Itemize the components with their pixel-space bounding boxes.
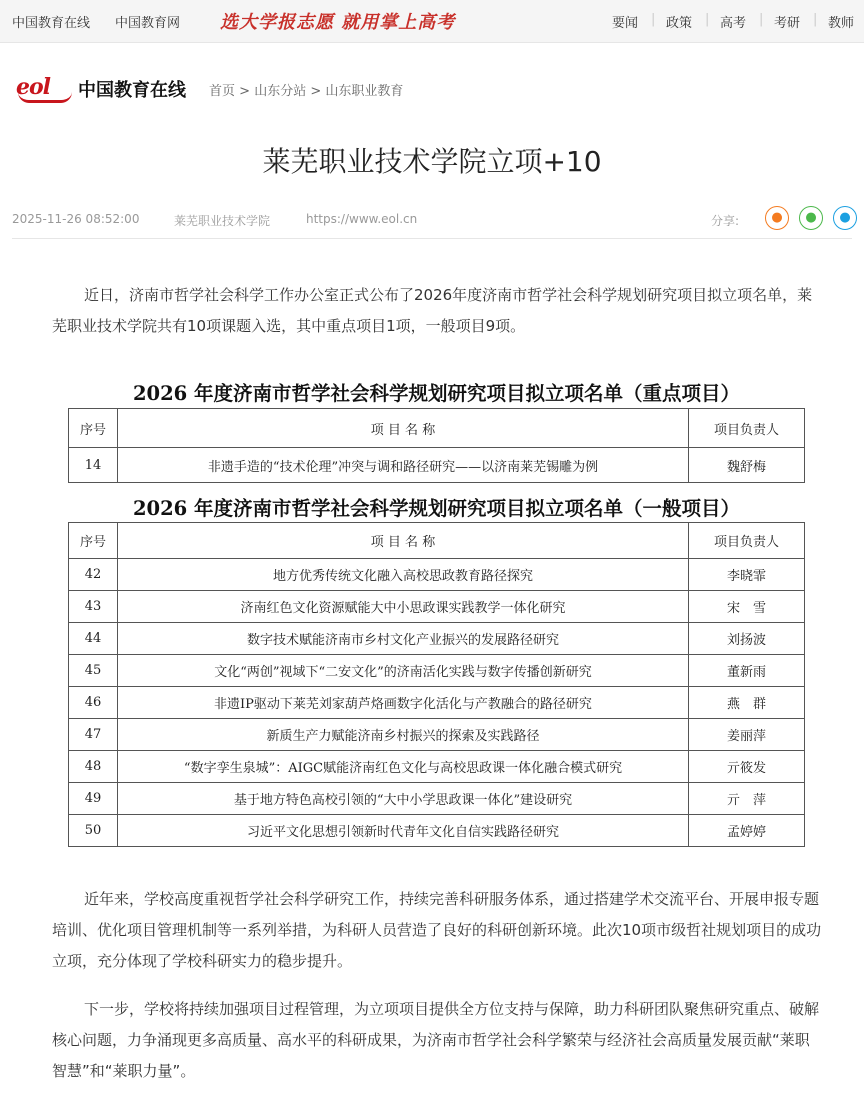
- table-row: [69, 751, 805, 783]
- nav-policy[interactable]: 政策: [666, 16, 693, 31]
- cell-project: 数字技术赋能济南市乡村文化产业振兴的发展路径研究: [118, 623, 689, 655]
- cell-leader: 魏舒梅: [689, 448, 805, 483]
- cell-leader: 董新雨: [689, 655, 805, 687]
- nav-divider: |: [759, 12, 764, 27]
- table-row: [69, 687, 805, 719]
- cell-index: 49: [69, 783, 118, 815]
- nav-kaoyan[interactable]: 考研: [774, 16, 801, 31]
- cell-leader: 姜丽萍: [689, 719, 805, 751]
- cell-index: 45: [69, 655, 118, 687]
- cell-index: 46: [69, 687, 118, 719]
- cell-project: 习近平文化思想引领新时代青年文化自信实践路径研究: [118, 815, 689, 847]
- cell-index: 43: [69, 591, 118, 623]
- paragraph-efforts: 近年来，学校高度重视哲学社会科学研究工作，持续完善科研服务体系，通过搭建学术交流平台、开展申报专题培训、优化项目管理机制等一系列举措，为科研人员营造了良好的科研创新环境。此次10项市级哲社规划项目的成功立项，充分体现了学校科研实力的稳步提升。: [52, 890, 822, 970]
- logo-mark: eol: [16, 74, 51, 100]
- table-row: [69, 655, 805, 687]
- breadcrumb-vocational[interactable]: 山东职业教育: [325, 84, 404, 99]
- paragraph-next-steps: 下一步，学校将持续加强项目过程管理，为立项项目提供全方位支持与保障，助力科研团队聚焦研究重点、破解核心问题，力争涌现更多高质量、高水平的科研成果，为济南市哲学社会科学繁荣与经济社会高质量发展贡献“莱职智慧”和“莱职力量”。: [52, 1000, 820, 1080]
- cell-leader: 燕 群: [689, 687, 805, 719]
- logo-text: 中国教育在线: [78, 80, 186, 101]
- nav-gaokao[interactable]: 高考: [720, 16, 747, 31]
- cell-project: “数字孪生泉城”：AIGC赋能济南红色文化与高校思政课一体化融合模式研究: [118, 751, 689, 783]
- table-title-general: 2026 年度济南市哲学社会科学规划研究项目拟立项名单（一般项目）: [132, 497, 741, 520]
- share-label: 分享:: [711, 214, 740, 228]
- divider: [12, 238, 852, 239]
- link-eol-net[interactable]: 中国教育网: [115, 16, 181, 31]
- cell-index: 42: [69, 559, 118, 591]
- cell-project: 济南红色文化资源赋能大中小思政课实践教学一体化研究: [118, 591, 689, 623]
- nav-divider: |: [705, 12, 710, 27]
- header-index: 序号: [69, 409, 118, 448]
- weibo-icon[interactable]: ●: [765, 206, 789, 230]
- nav-divider: |: [813, 12, 818, 27]
- table-row: [69, 783, 805, 815]
- table-row: [69, 719, 805, 751]
- header-leader: 项目负责人: [689, 523, 805, 559]
- table-row: [69, 815, 805, 847]
- table-row: [69, 559, 805, 591]
- cell-leader: 宋 雪: [689, 591, 805, 623]
- header-project: 项 目 名 称: [118, 523, 689, 559]
- article-title: 莱芜职业技术学院立项+10: [262, 145, 602, 178]
- table-row: [69, 623, 805, 655]
- cell-project: 非遗手造的“技术伦理”冲突与调和路径研究——以济南莱芜锡雕为例: [118, 448, 689, 483]
- slogan-banner[interactable]: 选大学报志愿 就用掌上高考: [220, 12, 456, 33]
- cell-leader: 刘扬波: [689, 623, 805, 655]
- cell-project: 新质生产力赋能济南乡村振兴的探索及实践路径: [118, 719, 689, 751]
- nav-teacher[interactable]: 教师: [828, 16, 855, 31]
- link-eol-online[interactable]: 中国教育在线: [12, 16, 91, 31]
- table-row: [69, 591, 805, 623]
- qq-icon[interactable]: ●: [833, 206, 857, 230]
- cell-index: 14: [69, 448, 118, 483]
- cell-project: 非遗IP驱动下莱芜刘家葫芦烙画数字化活化与产教融合的路径研究: [118, 687, 689, 719]
- cell-index: 44: [69, 623, 118, 655]
- site-logo[interactable]: [16, 72, 196, 106]
- table-header-row: [69, 409, 805, 448]
- nav-news[interactable]: 要闻: [612, 16, 639, 31]
- cell-project: 地方优秀传统文化融入高校思政教育路径探究: [118, 559, 689, 591]
- header-leader: 项目负责人: [689, 409, 805, 448]
- nav-divider: |: [651, 12, 656, 27]
- cell-leader: 孟婷婷: [689, 815, 805, 847]
- table-header-row: [69, 523, 805, 559]
- header-index: 序号: [69, 523, 118, 559]
- table-key-projects: [68, 408, 805, 483]
- breadcrumb-separator: >: [239, 84, 255, 99]
- table-title-key: 2026 年度济南市哲学社会科学规划研究项目拟立项名单（重点项目）: [132, 382, 741, 405]
- breadcrumb-shandong[interactable]: 山东分站: [254, 84, 307, 99]
- table-row: [69, 448, 805, 483]
- breadcrumb-home[interactable]: 首页: [209, 84, 236, 99]
- article-date: 2025-11-26 08:52:00: [12, 212, 140, 226]
- cell-index: 47: [69, 719, 118, 751]
- article-url[interactable]: https://www.eol.cn: [306, 212, 418, 226]
- cell-leader: 亓筱发: [689, 751, 805, 783]
- cell-index: 48: [69, 751, 118, 783]
- article-source: 莱芜职业技术学院: [174, 214, 271, 228]
- logo-swoosh-icon: [18, 92, 72, 103]
- cell-project: 文化“两创”视域下“二安文化”的济南活化实践与数字传播创新研究: [118, 655, 689, 687]
- wechat-icon[interactable]: ●: [799, 206, 823, 230]
- top-bar: [0, 0, 864, 43]
- paragraph-intro: 近日，济南市哲学社会科学工作办公室正式公布了2026年度济南市哲学社会科学规划研究项目拟立项名单，莱芜职业技术学院共有10项课题入选，其中重点项目1项，一般项目9项。: [52, 286, 813, 335]
- table-general-projects: [68, 522, 805, 847]
- cell-leader: 李晓霏: [689, 559, 805, 591]
- cell-leader: 亓 萍: [689, 783, 805, 815]
- cell-index: 50: [69, 815, 118, 847]
- cell-project: 基于地方特色高校引领的“大中小学思政课一体化”建设研究: [118, 783, 689, 815]
- header-project: 项 目 名 称: [118, 409, 689, 448]
- breadcrumb-separator: >: [310, 84, 326, 99]
- breadcrumb: [209, 80, 403, 99]
